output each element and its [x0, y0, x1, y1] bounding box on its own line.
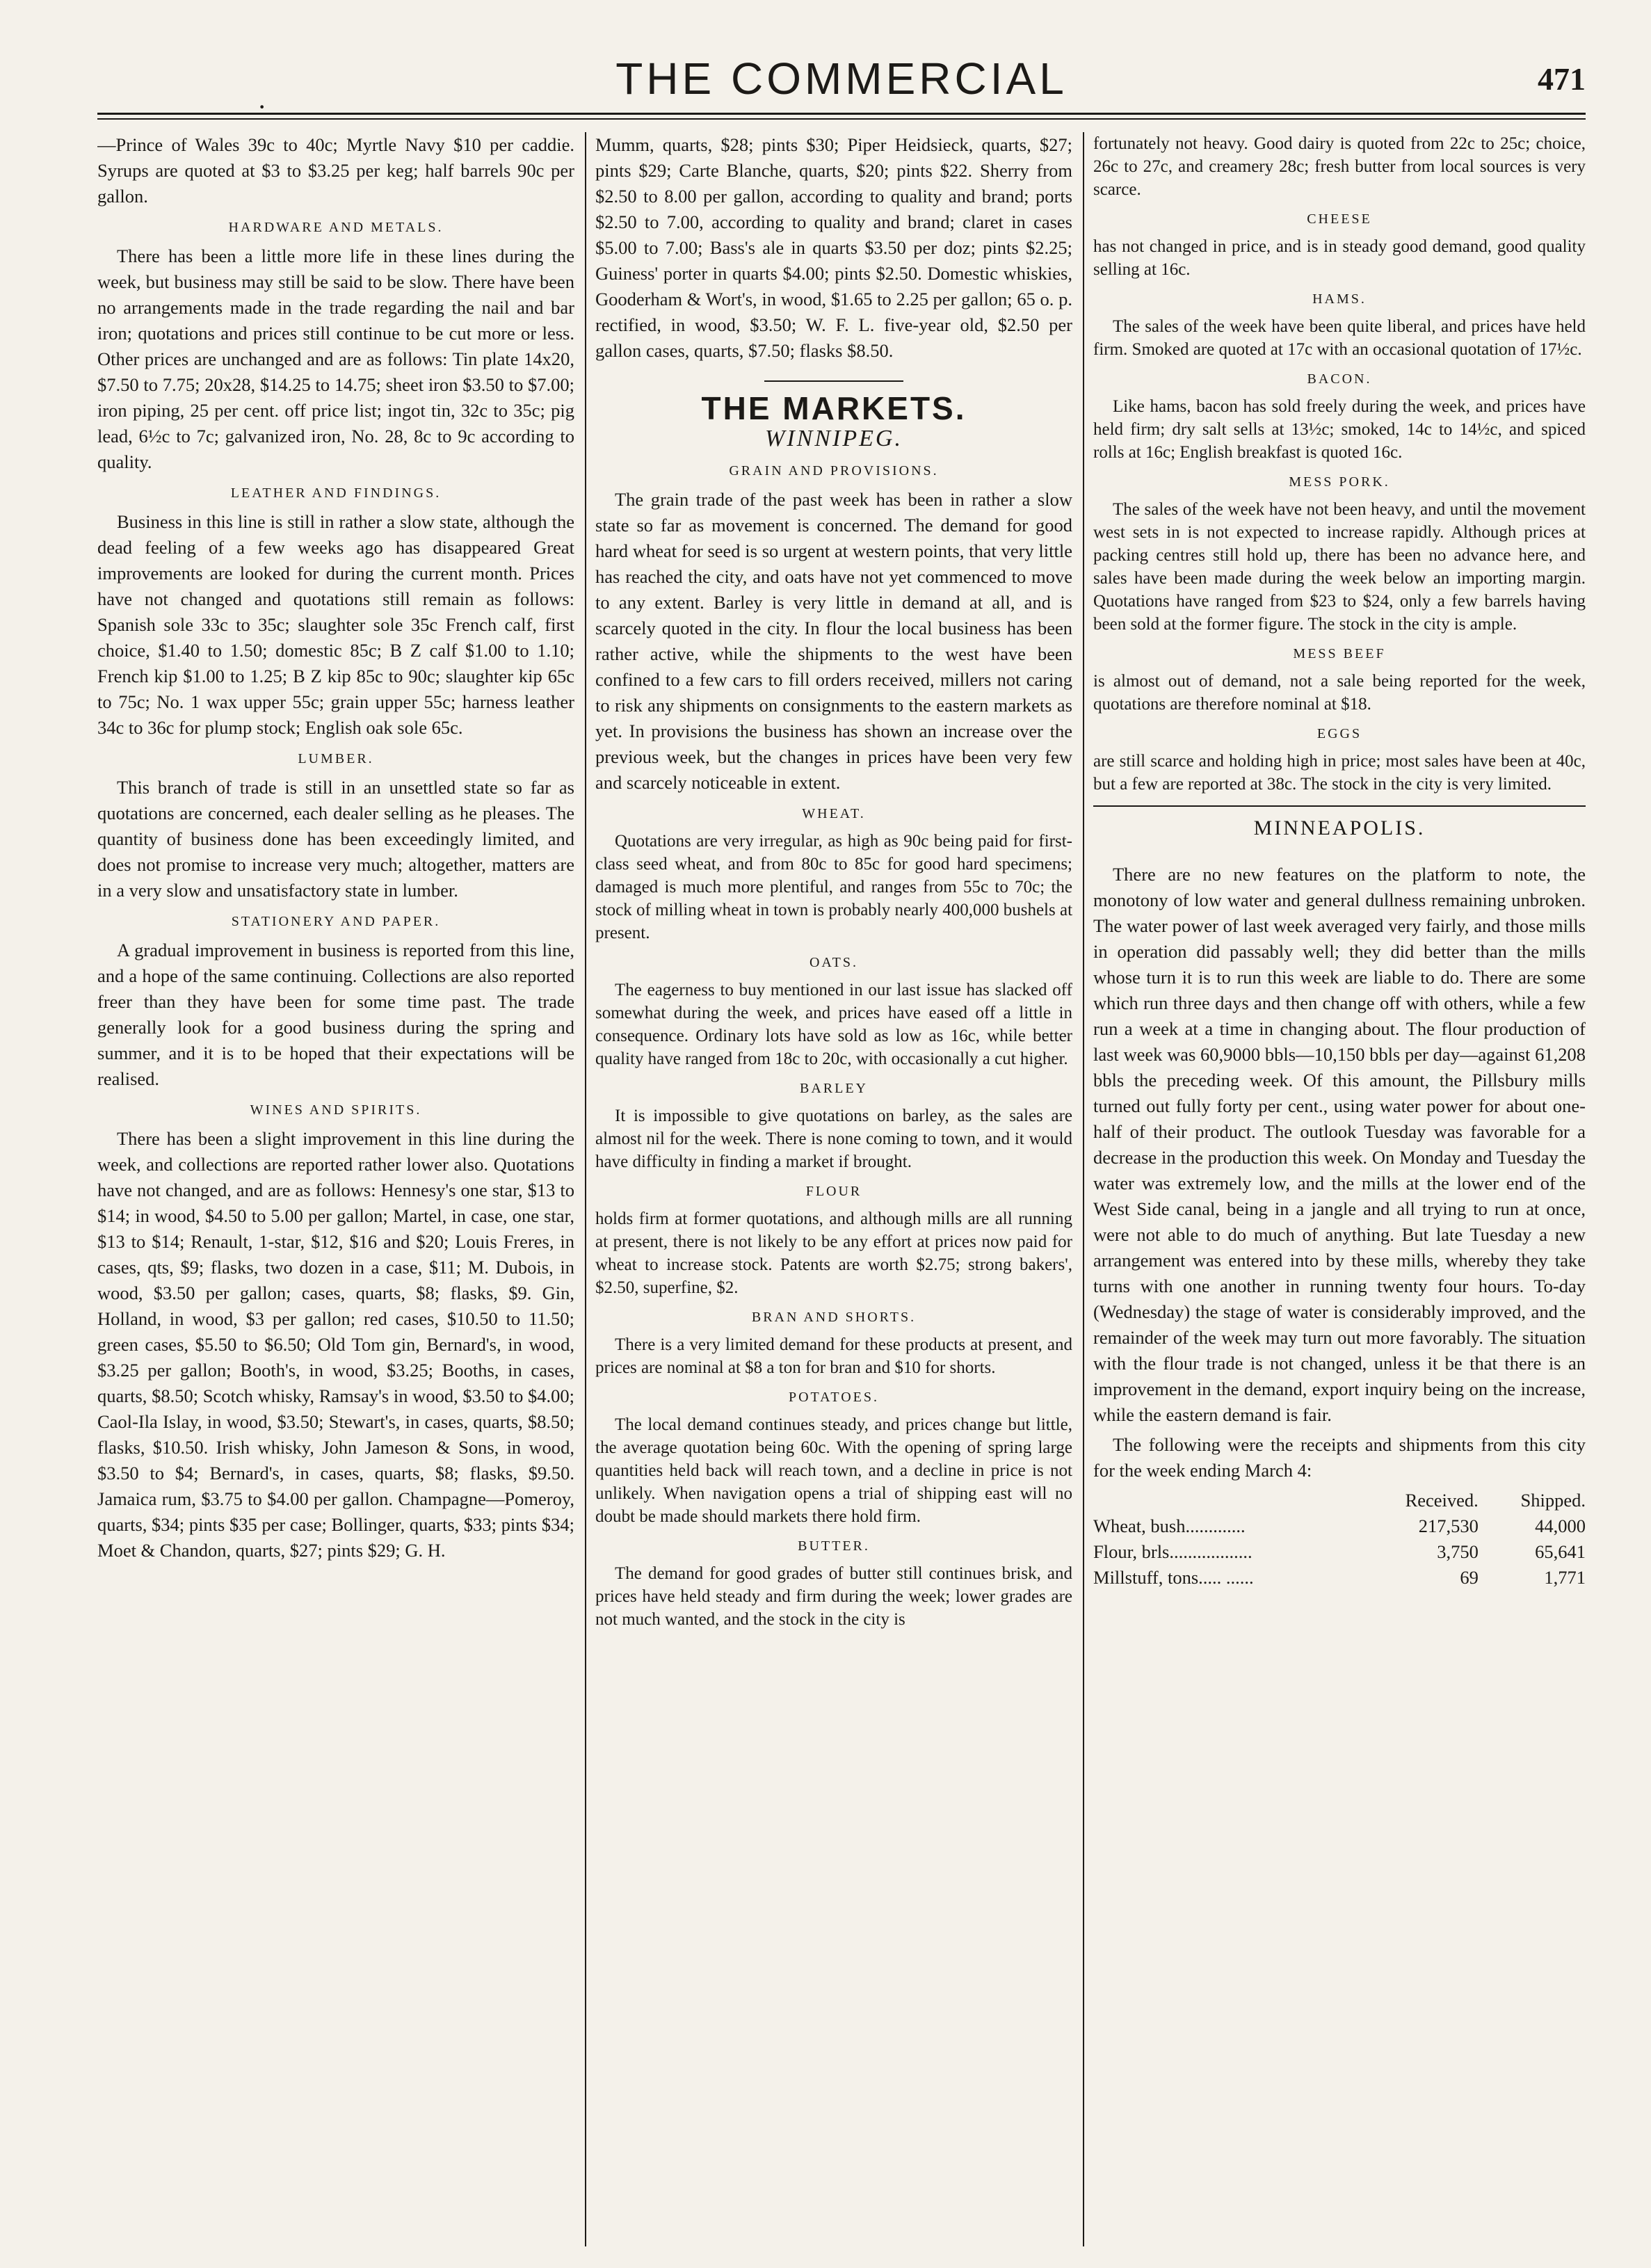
subheading-grain: GRAIN AND PROVISIONS. [729, 463, 939, 478]
city-heading-minneapolis: MINNEAPOLIS. [1253, 817, 1426, 839]
paragraph: —Prince of Wales 39c to 40c; Myrtle Navy $10 per caddie. Syrups are quoted at $3 to $3.25 per keg; half barrels 90c per gallon. [97, 134, 574, 207]
paragraph: A gradual improvement in business is reported from this line, and a hope of the same continuing. Collections are also reported freer than they have been for some time past. The trade generally look for a good business during the spring and summer, and it is to be hoped that their expectations will be realised. [97, 940, 574, 1089]
paragraph: There has been a slight improvement in this line during the week, and collections are reported rather lower also. Quotations have not changed, and are as follows: Hennesy's one star, $13 to $14; in wood, $4.50 to 5.00 per gallon; Martel, in case, one star, $13 to $14; Renault, 1-star, $12, $16 and $20; Louis Freres, in cases, qts, $9; flasks, two dozen in a case, $11; M. Dubois, in wood, $3.50 per gallon; cases, quarts, $8; flasks, $9. Gin, Holland, in wood, $3 per gallon; red cases, $10.50 to 11.50; green cases, $5.50 to $6.50; Old Tom gin, Bernard's, in wood, $3.25 per gallon; Booth's, in wood, $3.25; Booths, in cases, quarts, $8.50; Scotch whisky, Ramsay's in wood, $3.50 to $4.00; Caol-Ila Islay, in wood, $3.50; Stewart's, in cases, quarts, $8.50; flasks, $10.50. Irish whisky, John Jameson & Sons, in wood, $3.50 to $4; Bernard's, in cases, quarts, $8; flasks, $9.50. Jamaica rum, $3.75 to $4.00 per gallon. Champagne—Pomeroy, quarts, $34; pints $35 per case; Bollinger, quarts, $33; pints $34; Moet & Chandon, quarts, $27; pints $29; G. H. [97, 1128, 574, 1561]
header-rule-thin [97, 118, 1586, 120]
paragraph: The eagerness to buy mentioned in our last issue has slacked off somewhat during the week, and prices have eased off a little in consequence. Ordinary lots have sold as low as 16c, while better quality have ranged from 18c to 20c, with occasionally a cut higher. [595, 981, 1072, 1068]
subheading-wines: WINES AND SPIRITS. [250, 1102, 422, 1118]
row-shipped: 65,641 [1535, 1541, 1586, 1562]
subheading-hardware: HARDWARE AND METALS. [228, 220, 444, 235]
paragraph: is almost out of demand, not a sale being reported for the week, quotations are therefore nominal at $18. [1093, 672, 1586, 714]
paragraph: Mumm, quarts, $28; pints $30; Piper Heidsieck, quarts, $27; pints $29; Carte Blanche, quarts, $20; pints $22. Sherry from $2.50 to 8.00 per gallon, according to quality and brand; ports $2.50 to 7.00, according to quality and brand; claret in cases $5.00 to 7.00; Bass's ale in quarts $3.50 per doz; pints $2.25; Guiness' porter in quarts $4.00; pints $2.50. Domestic whiskies, Gooderham & Wort's, in wood, $1.65 to 2.25 per gallon; 65 o. p. rectified, in wood, $3.50; W. F. L. five-year old, $2.50 per gallon cases, quarts, $7.50; flasks $8.50. [595, 134, 1072, 361]
section-rule [1093, 805, 1586, 807]
row-received: 3,750 [1437, 1541, 1479, 1562]
subheading-hams: HAMS. [1312, 291, 1367, 307]
column-2 [595, 132, 1072, 2246]
row-item: Flour, brls.................. [1093, 1541, 1253, 1562]
paragraph: The following were the receipts and shipments from this city for the week ending March 4: [1093, 1434, 1586, 1481]
subheading-eggs: EGGS [1316, 726, 1362, 741]
row-item: Millstuff, tons..... ...... [1093, 1567, 1254, 1588]
column-3 [1093, 132, 1586, 2246]
row-item: Wheat, bush............. [1093, 1515, 1246, 1536]
subheading-bran: BRAN AND SHORTS. [751, 1310, 917, 1325]
row-shipped: 1,771 [1544, 1567, 1586, 1588]
paragraph: This branch of trade is still in an unsettled state so far as quotations are concerned, each dealer selling as he pleases. The quantity of business done has been exceedingly limited, and does not promise to increase very much; altogether, matters are in a very slow and unsatisfactory state in lumber. [97, 777, 574, 901]
subheading-leather: LEATHER AND FINDINGS. [230, 485, 442, 501]
table-header-row [1093, 1488, 1586, 1513]
paragraph: The sales of the week have not been heavy, and until the movement west sets in is not expected to increase rapidly. Although prices at packing centres still hold up, there has been no advance here, and sales have been made during the week below an importing margin. Quotations have ranged from $23 to $24, only a few barrels having been sold at the former figure. The stock in the city is ample. [1093, 500, 1586, 634]
column-divider [1083, 132, 1084, 2246]
column-header-shipped: Shipped. [1520, 1490, 1586, 1511]
subheading-cheese: CHEESE [1307, 211, 1372, 227]
subheading-oats: OATS. [809, 955, 858, 970]
paragraph: Business in this line is still in rather a slow state, although the dead feeling of a few weeks ago has disappeared Great improvements are looked for during the current month. Prices have not changed and quotations still remain as follows: Spanish sole 33c to 35c; slaughter sole 35c French calf, first choice, $1.40 to 1.50; domestic 85c; B Z calf $1.00 to 1.10; French kip $1.00 to 1.25; B Z kip 85c to 90c; slaughter kip 65c to 75c; No. 1 wax upper 55c; grain upper 55c; harness leather 34c to 36c for plump stock; English oak sole 65c. [97, 511, 574, 738]
paragraph: fortunately not heavy. Good dairy is quoted from 22c to 25c; choice, 26c to 27c, and creamery 28c; fresh butter from local sources is very scarce. [1093, 134, 1586, 199]
subheading-flour: FLOUR [805, 1184, 862, 1199]
city-heading-winnipeg: WINNIPEG. [765, 426, 903, 451]
column-divider [585, 132, 586, 2246]
subheading-potatoes: POTATOES. [788, 1390, 880, 1405]
paragraph: The sales of the week have been quite liberal, and prices have held firm. Smoked are quoted at 17c with an occasional quotation of 17½c. [1093, 317, 1586, 359]
column-header-received: Received. [1405, 1490, 1479, 1511]
subheading-bacon: BACON. [1307, 371, 1372, 387]
row-received: 69 [1460, 1567, 1479, 1588]
page-number: 471 [1538, 61, 1586, 97]
subheading-mess-pork: MESS PORK. [1289, 474, 1390, 490]
paragraph: There has been a little more life in these lines during the week, but business may still be said to be slow. There have been no arrangements made in the trade regarding the nail and bar iron; quotations and prices still continue to be cut more or less. Other prices are unchanged and are as follows: Tin plate 14x20, $7.50 to 7.75; 20x28, $14.25 to 14.75; sheet iron $3.50 to $7.00; iron piping, 25 per cent. off price list; ingot tin, 32c to 35c; pig lead, 6½c to 7c; galvanized iron, No. 28, 8c to 9c according to quality. [97, 246, 574, 472]
row-shipped: 44,000 [1535, 1515, 1586, 1536]
paragraph: The grain trade of the past week has been in rather a slow state so far as movement is concerned. The demand for good hard wheat for seed is so urgent at western points, that very little has reached the city, and oats have not yet commenced to move to any extent. Barley is very little in demand at all, and is scarcely quoted in the city. In flour the local business has been rather active, while the shipments to the west have been confined to a few cars to fill orders received, millers not caring to risk any shipments on consignments to the eastern markets as yet. In provisions the business has shown an increase over the previous week, but the changes in prices have been very few and scarcely noticeable in extent. [595, 489, 1072, 793]
table-row [1093, 1539, 1586, 1565]
subheading-barley: BARLEY [800, 1081, 868, 1096]
receipts-shipments-table [1093, 1488, 1586, 1591]
table-row [1093, 1513, 1586, 1539]
section-title: THE MARKETS. [701, 390, 967, 426]
paragraph: The demand for good grades of butter still continues brisk, and prices have held steady and firm during the week; lower grades are not much wanted, and the stock in the city is [595, 1564, 1072, 1629]
paragraph: There are no new features on the platform to note, the monotony of low water and general dullness remaining unbroken. The water power of last week averaged very fairly, and those mills in operation did passably well; they did better than the mills whose turn it is to run this week are liable to do. There are some which run three days and then change off with others, while a few run a week at a time in changing about. The flour production of last week was 60,9000 bbls—10,150 bbls per day—against 61,208 bbls the preceding week. Of this amount, the Pillsbury mills turned out fully forty per cent., using water power for about one-half of their product. The outlook Tuesday was favorable for a decrease in the production this week. On Monday and Tuesday the water was extremely low, and the mills at the lower end of the West Side canal, being in a jangle and all trying to run at once, were not able to do much of anything. But late Tuesday a new arrangement was entered into by these mills, whereby they take turns with one another in running twenty four hours. To-day (Wednesday) the stage of water is considerably improved, and the remainder of the week may turn out more favorably. The situation with the flour trade is not changed, unless it be that there is an improvement in the demand, export inquiry being on the increase, while the eastern demand is fair. [1093, 864, 1586, 1425]
paragraph: are still scarce and holding high in price; most sales have been at 40c, but a few are reported at 38c. The stock in the city is very limited. [1093, 752, 1586, 794]
paragraph: Like hams, bacon has sold freely during the week, and prices have held firm; dry salt sells at 13½c; smoked, 14c to 14½c, and spiced rolls at 16c; English breakfast is quoted 16c. [1093, 397, 1586, 462]
column-1 [97, 132, 574, 2246]
paragraph: The local demand continues steady, and prices change but little, the average quotation being 60c. With the opening of spring large quantities held back will reach town, and a decline in price is not unlikely. When navigation opens a trial of shipping east will no doubt be made should markets there hold firm. [595, 1415, 1072, 1526]
section-rule [764, 380, 903, 382]
ornament-dot: · [257, 91, 267, 122]
paragraph: It is impossible to give quotations on barley, as the sales are almost nil for the week. There is none coming to town, and it would have difficulty in finding a market if brought. [595, 1107, 1072, 1171]
subheading-wheat: WHEAT. [802, 806, 866, 821]
subheading-stationery: STATIONERY AND PAPER. [231, 914, 441, 929]
table-row [1093, 1565, 1586, 1591]
page-header [97, 47, 1586, 122]
paragraph: has not changed in price, and is in steady good demand, good quality selling at 16c. [1093, 237, 1586, 279]
paragraph: holds firm at former quotations, and although mills are all running at present, there is not likely to be any effort at prices now paid for wheat to increase stock. Patents are worth $2.75; strong bakers', $2.50, superfine, $2. [595, 1209, 1072, 1297]
subheading-lumber: LUMBER. [298, 751, 374, 766]
paragraph: Quotations are very irregular, as high as 90c being paid for first-class seed wheat, and from 80c to 85c for good hard specimens; damaged is much more plentiful, and ranges from 55c to 70c; the stock of milling wheat in town is probably nearly 400,000 bushels at present. [595, 832, 1072, 942]
subheading-butter: BUTTER. [798, 1538, 870, 1554]
header-rule [97, 113, 1586, 115]
row-received: 217,530 [1418, 1515, 1479, 1536]
paragraph: There is a very limited demand for these products at present, and prices are nominal at $8 a ton for bran and $10 for shorts. [595, 1335, 1072, 1377]
masthead-title: THE COMMERCIAL [615, 54, 1068, 104]
subheading-mess-beef: MESS BEEF [1293, 646, 1386, 661]
